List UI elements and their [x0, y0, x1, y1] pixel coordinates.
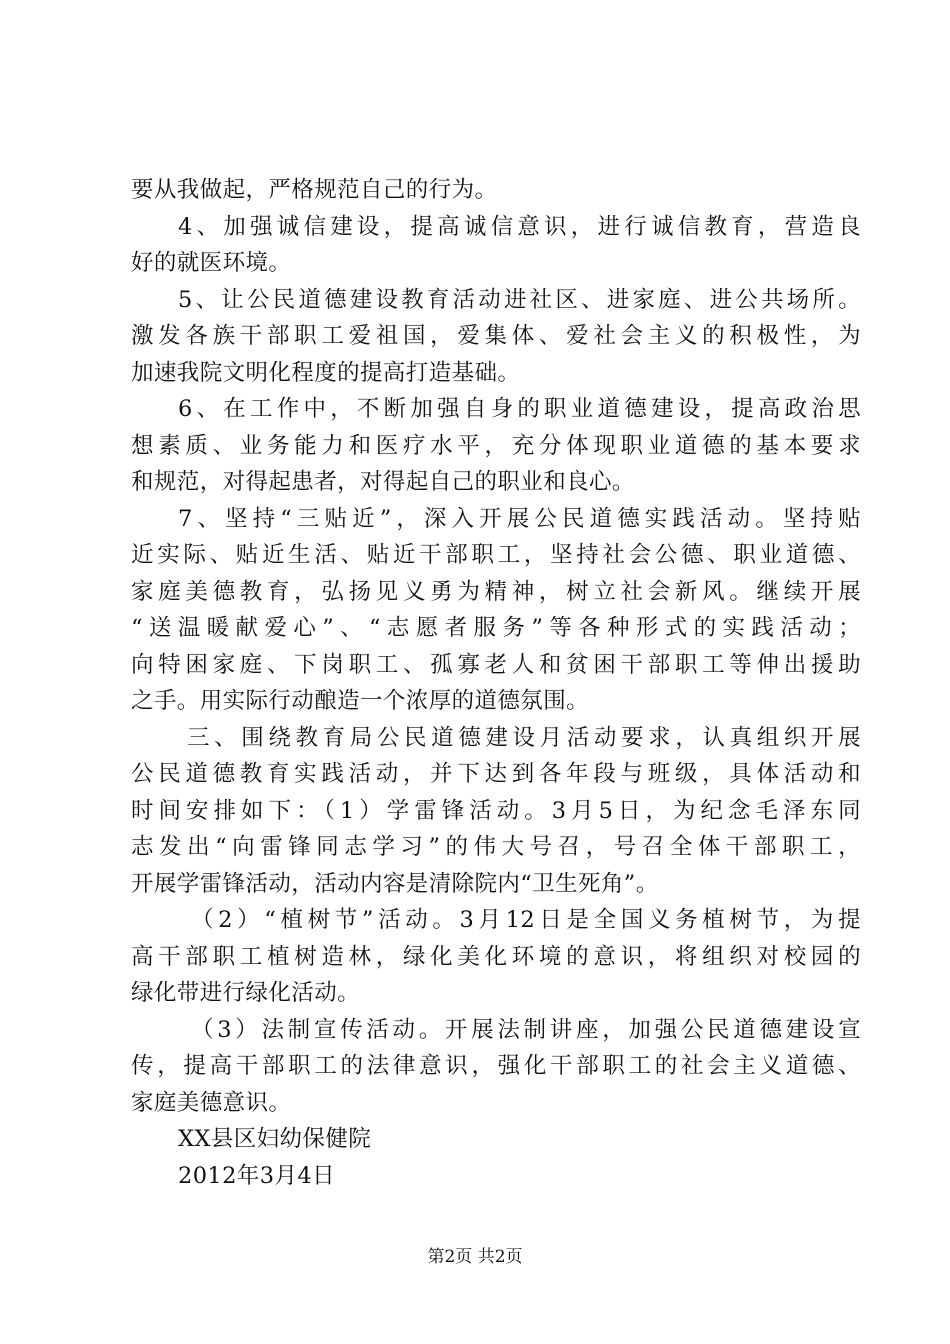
text-line: 高干部职工植树造林，绿化美化环境的意识，将组织对校园的 — [131, 943, 861, 970]
page-number-footer: 第2页 共2页 — [427, 1247, 523, 1267]
text-line: 激发各族干部职工爱祖国，爱集体、爱社会主义的积极性，为 — [131, 323, 861, 349]
text-line: 加速我院文明化程度的提高打造基础。 — [131, 359, 521, 386]
text-line: 志发出“向雷锋同志学习”的伟大号召，号召全体干部职工， — [131, 834, 861, 860]
text-line: 想素质、业务能力和医疗水平，充分体现职业道德的基本要求 — [131, 432, 861, 459]
text-line: 好的就医环境。 — [131, 250, 292, 276]
text-line: 三、围绕教育局公民道德建设月活动要求，认真组织开展 — [187, 724, 861, 751]
text-line: 向特困家庭、下岗职工、孤寡老人和贫困干部职工等伸出援助 — [131, 651, 861, 678]
text-line: 传，提高干部职工的法律意识，强化干部职工的社会主义道德、 — [131, 1053, 861, 1079]
text-line: 家庭美德教育，弘扬见义勇为精神，树立社会新风。继续开展 — [131, 578, 861, 605]
text-line: 7、坚持“三贴近”，深入开展公民道德实践活动。坚持贴 — [178, 505, 861, 532]
text-line: 家庭美德意识。 — [131, 1089, 292, 1116]
text-line: 和规范，对得起患者，对得起自己的职业和良心。 — [131, 469, 635, 495]
text-line: 近实际、贴近生活、贴近干部职工，坚持社会公德、职业道德、 — [131, 542, 861, 568]
text-line: 5、让公民道德建设教育活动进社区、进家庭、进公共场所。 — [178, 286, 861, 313]
text-line: 时间安排如下：（1）学雷锋活动。3月5日，为纪念毛泽东同 — [131, 797, 861, 824]
text-line: （3）法制宣传活动。开展法制讲座，加强公民道德建设宣 — [191, 1016, 861, 1043]
text-line: 开展学雷锋活动，活动内容是清除院内“卫生死角”。 — [131, 870, 659, 897]
text-line: 4、加强诚信建设，提高诚信意识，进行诚信教育，营造良 — [178, 213, 861, 240]
text-line: 绿化带进行绿化活动。 — [131, 980, 361, 1006]
text-line: （2）“植树节”活动。3月12日是全国义务植树节，为提 — [191, 907, 861, 933]
text-line: 之手。用实际行动酿造一个浓厚的道德氛围。 — [131, 688, 590, 714]
text-line: 6、在工作中，不断加强自身的职业道德建设，提高政治思 — [178, 396, 861, 422]
text-line: 公民道德教育实践活动，并下达到各年段与班级，具体活动和 — [131, 761, 861, 787]
document-body — [131, 172, 861, 1194]
text-line: “送温暖献爱心”、“志愿者服务”等各种形式的实践活动； — [131, 615, 861, 641]
signature-date: 2012年3月4日 — [178, 1162, 335, 1189]
signature-organization: XX县区妇幼保健院 — [178, 1126, 372, 1152]
text-line: 要从我做起，严格规范自己的行为。 — [131, 177, 498, 203]
